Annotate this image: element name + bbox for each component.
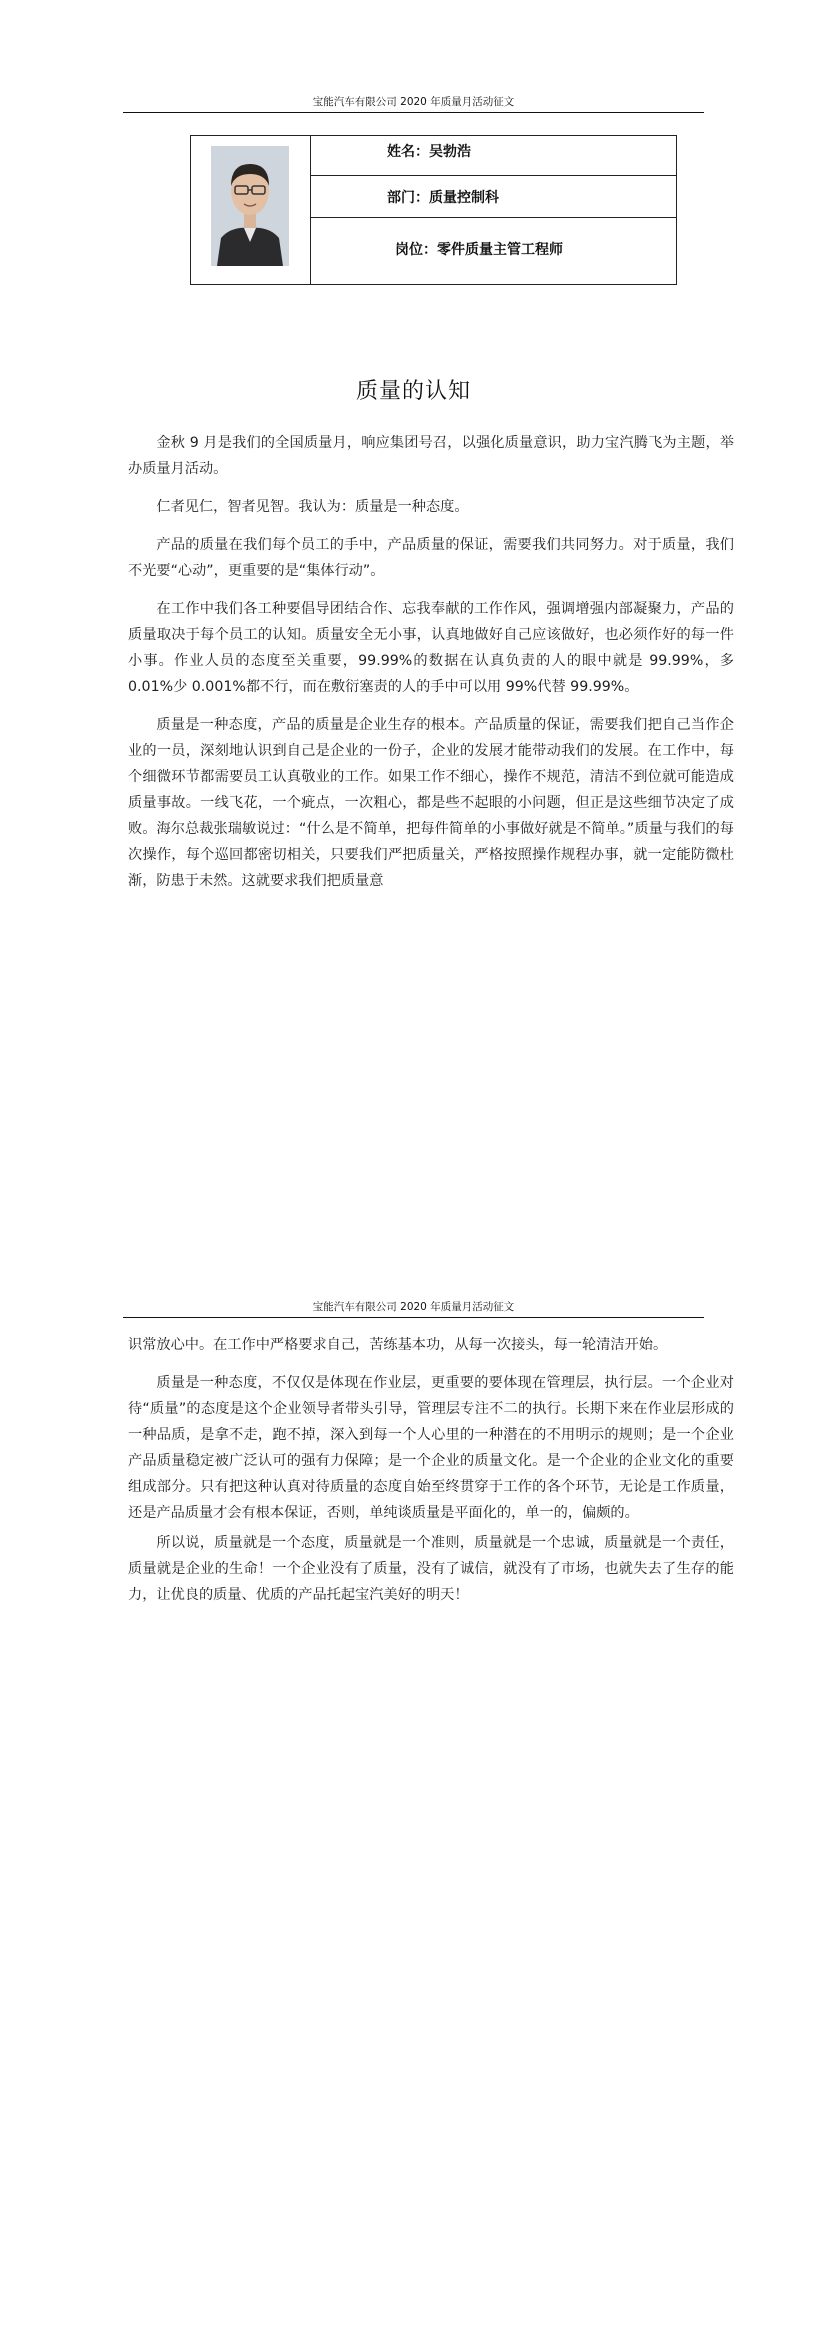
position-label: 岗位： [395, 242, 437, 258]
department-label: 部门： [387, 190, 429, 206]
paragraph: 质量是一种态度，产品的质量是企业生存的根本。产品质量的保证，需要我们把自己当作企业的一员，深刻地认识到自己是企业的一份子，企业的发展才能带动我们的发展。在工作中，每个细微环节都需要员工认真敬业的工作。如果工作不细心，操作不规范，清洁不到位就可能造成质量事故。一线飞花，一个疵点，一次粗心，都是些不起眼的小问题，但正是这些细节决定了成败。海尔总裁张瑞敏说过：“什么是不简单，把每件简单的小事做好就是不简单。”质量与我们的每次操作，每个巡回都密切相关，只要我们严把质量关，严格按照操作规程办事，就一定能防微杜渐，防患于未然。这就要求我们把质量意 [128, 717, 734, 889]
page-header: 宝能汽车有限公司 2020 年质量月活动征文 [123, 96, 704, 113]
document-title: 质量的认知 [355, 379, 471, 404]
paragraph: 仁者见仁，智者见智。我认为：质量是一种态度。 [156, 499, 469, 515]
name-label: 姓名： [387, 144, 429, 160]
profile-table [190, 135, 677, 285]
page2-body [128, 1332, 734, 1608]
position-row [311, 218, 676, 284]
department-row [311, 176, 676, 218]
page-header: 宝能汽车有限公司 2020 年质量月活动征文 [123, 1301, 704, 1318]
name-value: 吴勃浩 [429, 144, 471, 160]
photo-cell [191, 136, 311, 284]
paragraph: 所以说，质量就是一个态度，质量就是一个准则，质量就是一个忠诚，质量就是一个责任，质量就是企业的生命！一个企业没有了质量，没有了诚信，就没有了市场，也就失去了生存的能力，让优良的质量、优质的产品托起宝汽美好的明天！ [128, 1535, 734, 1603]
department-value: 质量控制科 [429, 190, 499, 206]
paragraph: 金秋 9 月是我们的全国质量月，响应集团号召，以强化质量意识，助力宝汽腾飞为主题，举办质量月活动。 [128, 435, 734, 477]
position-value: 零件质量主管工程师 [437, 242, 563, 258]
paragraph-continuation: 识常放心中。在工作中严格要求自己，苦练基本功，从每一次接头，每一轮清洁开始。 [128, 1337, 668, 1353]
paragraph: 在工作中我们各工种要倡导团结合作、忘我奉献的工作作风，强调增强内部凝聚力，产品的质量取决于每个员工的认知。质量安全无小事，认真地做好自己应该做好，也必须作好的每一件小事。作业人员的态度至关重要，99.99%的数据在认真负责的人的眼中就是 99.99%，多 0.01%少 0.001%都不行，而在敷衍塞责的人的手中可以用 99%代替 99.99%。 [128, 601, 734, 695]
name-row [311, 136, 676, 176]
paragraph: 产品的质量在我们每个员工的手中，产品质量的保证，需要我们共同努力。对于质量，我们不光要“心动”，更重要的是“集体行动”。 [128, 537, 734, 579]
paragraph: 质量是一种态度，不仅仅是体现在作业层，更重要的要体现在管理层，执行层。一个企业对待“质量”的态度是这个企业领导者带头引导，管理层专注不二的执行。长期下来在作业层形成的一种品质，是拿不走，跑不掉，深入到每一个人心里的一种潜在的不用明示的规则；是一个企业产品质量稳定被广泛认可的强有力保障；是一个企业的质量文化。是一个企业的企业文化的重要组成部分。只有把这种认真对待质量的态度自始至终贯穿于工作的各个环节，无论是工作质量，还是产品质量才会有根本保证，否则，单纯谈质量是平面化的，单一的，偏颇的。 [128, 1375, 734, 1521]
page1-body [128, 430, 734, 906]
person-portrait-icon [211, 146, 289, 266]
